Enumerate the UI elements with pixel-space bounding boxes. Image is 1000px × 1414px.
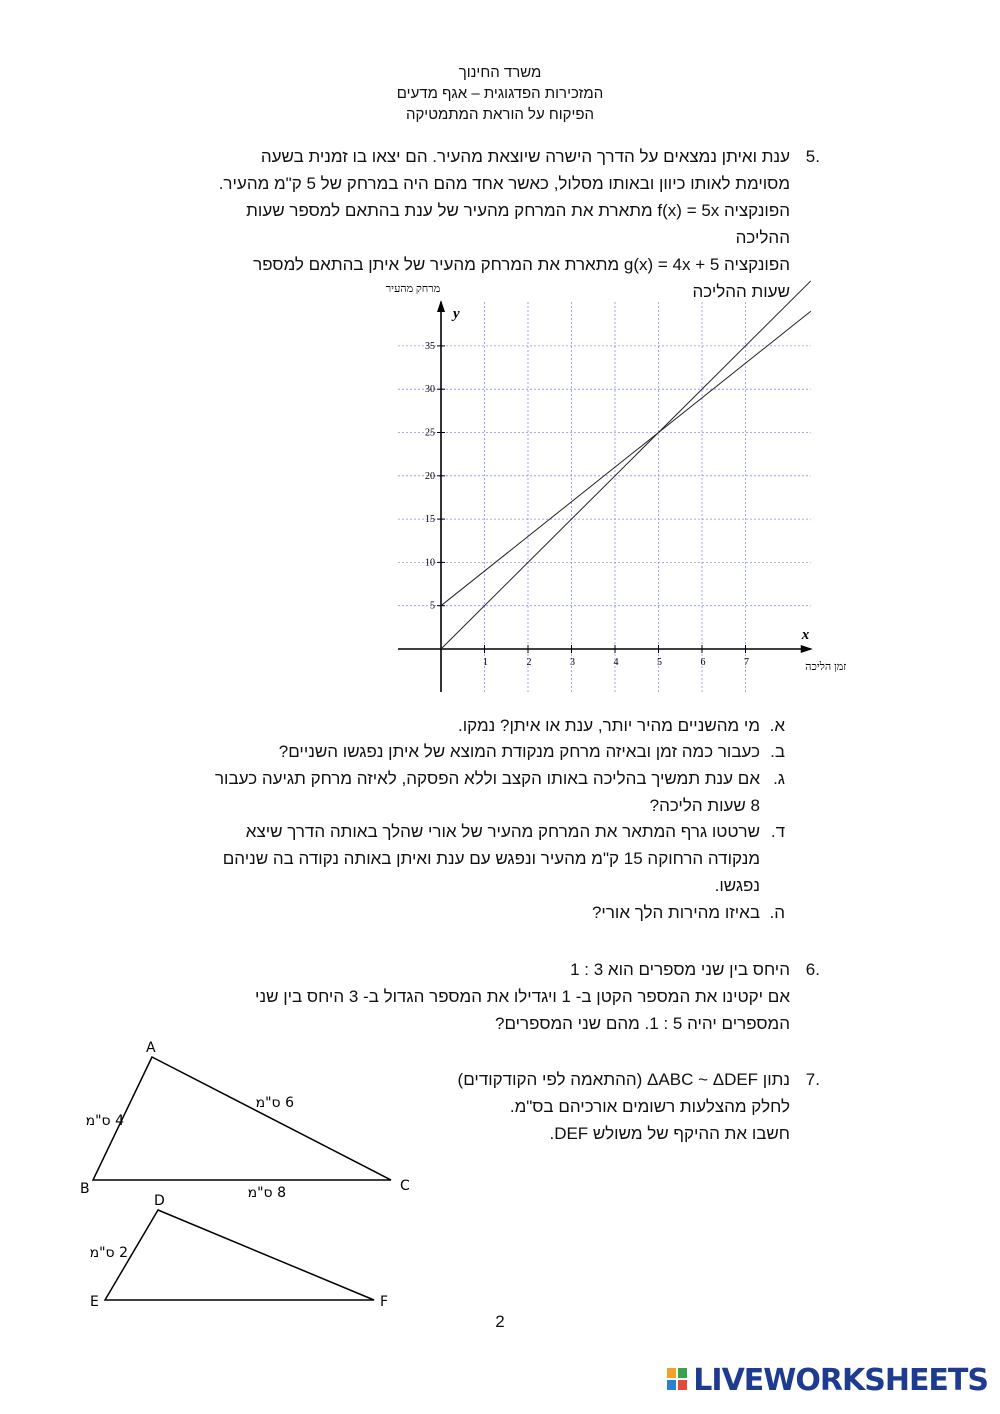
question-text-line: הפונקציה g(x) = 4x + 5 מתארת את המרחק מהעיר של איתן בהתאם למספר (253, 255, 790, 274)
question-text-line: המספרים יהיה 5 : 1. מהם שני המספרים? (494, 1014, 790, 1033)
question-text-line: חשבו את ההיקף של משולש DEF. (549, 1124, 790, 1143)
series-line-g (441, 311, 811, 605)
question-text-line: לחלק מהצלעות רשומים אורכיהם בס"מ. (509, 1097, 790, 1116)
y-tick-label: 15 (425, 514, 435, 526)
question-number: .7 (805, 1070, 820, 1089)
subquestion-text: 8 שעות הליכה? (649, 796, 760, 815)
question-text-line: נתון ΔABC ~ ΔDEF (ההתאמה לפי הקודקודים) (457, 1070, 790, 1089)
x-axis-label: זמן הליכה (805, 661, 847, 673)
subquestion-text: אם ענת תמשיך בהליכה באותו הקצב וללא הפסקה, לאיזה מרחק תגיעה כעבור (214, 769, 760, 788)
triangle-def (105, 1210, 374, 1300)
x-tick-label: 5 (657, 657, 662, 668)
question-number: .6 (805, 960, 820, 979)
subquestion-letter: ב. (770, 742, 785, 761)
header-ministry: משרד החינוך (458, 64, 542, 81)
y-axis-letter: y (453, 306, 460, 322)
liveworksheets-logo[interactable] (667, 1363, 988, 1398)
series-line-f (441, 281, 811, 649)
question-text-line: היחס בין שני מספרים הוא 3 : 1 (570, 960, 790, 979)
y-axis-label: מרחק מהעיר (385, 283, 441, 295)
header-supervision: הפיקוח על הוראת המתמטיקה (405, 106, 595, 123)
subquestion-letter: ד. (770, 822, 785, 841)
question-text-line: אם יקטינו את המספר הקטן ב- 1 ויגדילו את המספר הגדול ב- 3 היחס בין שני (255, 987, 790, 1006)
subquestion-letter: ג. (773, 769, 785, 788)
question-text-line: ההליכה (735, 228, 790, 247)
question-number: .5 (805, 147, 820, 166)
y-tick-label: 20 (425, 470, 435, 482)
x-tick-label: 6 (700, 657, 706, 668)
x-axis-letter: x (801, 627, 810, 643)
question-text-line: ענת ואיתן נמצאים על הדרך הישרה שיוצאת מהעיר. הם יצאו בו זמנית בשעה (260, 147, 790, 166)
vertex-a-label: A (146, 1040, 156, 1056)
x-tick-label: 2 (526, 657, 532, 668)
x-tick-label: 3 (570, 657, 575, 668)
subquestion-text: שרטטו גרף המתאר את המרחק מהעיר של אורי שהלך באותה הדרך שיצא (245, 822, 760, 841)
x-axis-arrow (801, 645, 813, 653)
x-tick-label: 1 (483, 657, 488, 668)
subquestion-letter: א. (769, 716, 785, 735)
similar-triangles-figure (60, 1030, 440, 1320)
x-tick-label: 4 (613, 657, 619, 668)
y-tick-label: 35 (425, 340, 435, 352)
subquestion-text: באיזו מהירות הלך אורי? (591, 903, 760, 922)
distance-time-chart (370, 280, 847, 700)
side-ab-length: 4 ס"מ (85, 1113, 124, 1129)
vertex-c-label: C (400, 1178, 410, 1194)
y-tick-label: 25 (425, 427, 435, 439)
x-tick-label: 7 (744, 657, 749, 668)
side-de-length: 2 ס"מ (89, 1245, 128, 1261)
vertex-f-label: F (380, 1294, 389, 1310)
triangle-abc (93, 1057, 391, 1180)
question-text-line: הפונקציה f(x) = 5x מתארת את המרחק מהעיר של ענת בהתאם למספר שעות (246, 201, 790, 220)
subquestion-text: נפגשו. (714, 876, 760, 895)
vertex-d-label: D (154, 1193, 165, 1209)
vertex-b-label: B (80, 1181, 90, 1197)
subquestion-text: מי מהשניים מהיר יותר, ענת או איתן? נמקו. (458, 716, 760, 735)
subquestion-text: מנקודה הרחוקה 15 ק"מ מהעיר ונפגש עם ענת ואיתן באותה נקודה בה שניהם (222, 849, 760, 868)
side-bc-length: 8 ס"מ (247, 1185, 286, 1201)
header-secretariat: המזכירות הפדגוגית – אגף מדעים (396, 85, 604, 102)
liveworksheets-icon (667, 1368, 689, 1392)
y-tick-label: 5 (430, 600, 435, 612)
brand-name: LIVEWORKSHEETS (693, 1363, 988, 1398)
y-tick-label: 10 (425, 557, 435, 569)
subquestion-text: כעבור כמה זמן ובאיזה מרחק מנקודת המוצא של איתן נפגשו השניים? (278, 742, 760, 761)
side-ac-length: 6 ס"מ (255, 1095, 294, 1111)
question-text-line: שעות ההליכה (692, 282, 790, 301)
question-text-line: מסוימת לאותו כיוון ובאותו מסלול, כאשר אחד מהם היה במרחק של 5 ק"מ מהעיר. (218, 174, 790, 193)
page-number: 2 (495, 1312, 505, 1331)
y-tick-label: 30 (425, 384, 435, 396)
subquestion-letter: ה. (769, 903, 785, 922)
y-axis-arrow (437, 300, 445, 312)
vertex-e-label: E (90, 1294, 99, 1310)
